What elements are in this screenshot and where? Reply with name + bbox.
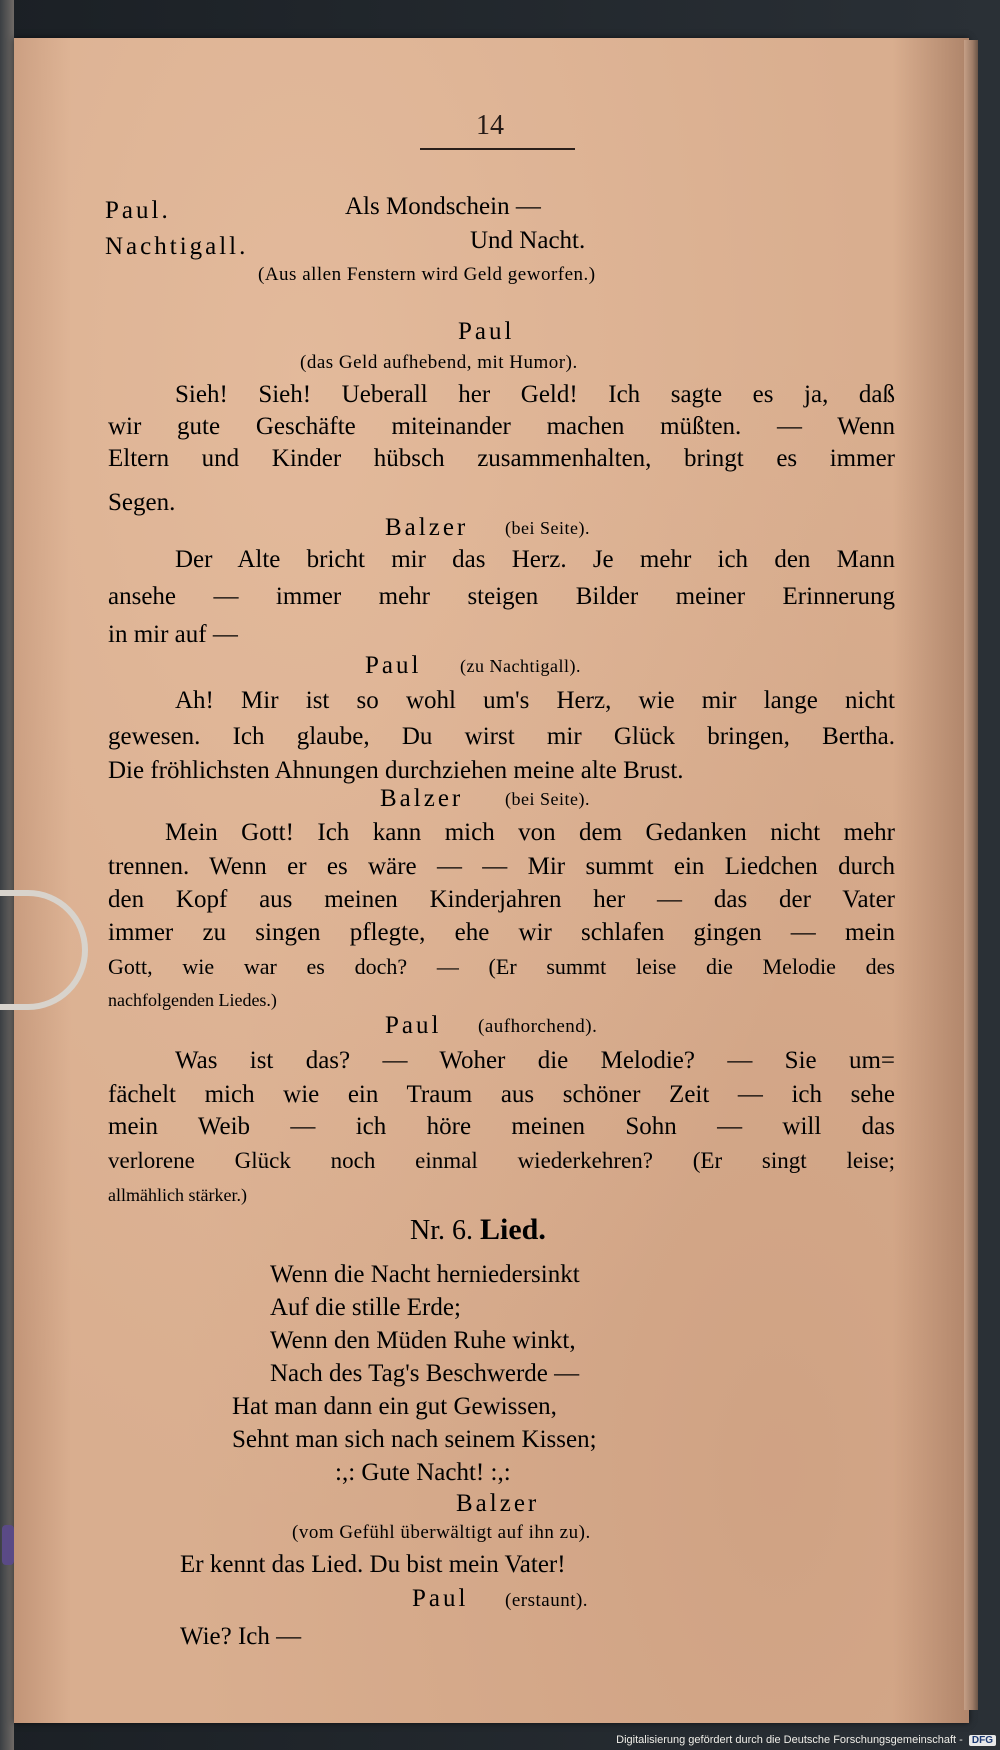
dialogue-line: Die fröhlichsten Ahnungen durchziehen meine alte Brust. — [108, 757, 684, 784]
speaker-nachtigall: Nachtigall. — [105, 233, 249, 260]
stage-direction: allmählich stärker.) — [108, 1185, 247, 1205]
dialogue-line: immer zu singen pflegte, ehe wir schlafen gingen — mein — [108, 919, 895, 946]
stage-direction: (das Geld aufhebend, mit Humor). — [300, 352, 578, 373]
song-line: Nach des Tag's Beschwerde — — [270, 1360, 580, 1387]
dialogue-line: Er kennt das Lied. Du bist mein Vater! — [180, 1551, 566, 1578]
dialogue-line: ansehe — immer mehr steigen Bilder meiner Erinnerung — [108, 583, 895, 610]
dialogue-line: Was ist das? — Woher die Melodie? — Sie um= — [175, 1047, 895, 1074]
dfg-logo: DFG — [969, 1735, 996, 1746]
dialogue-line: Gott, wie war es doch? — (Er summt leise die Melodie des — [108, 954, 895, 979]
song-number: Nr. 6. — [410, 1215, 473, 1246]
credit-text: Digitalisierung gefördert durch die Deutsche Forschungsgemeinschaft - — [616, 1734, 963, 1746]
dialogue-line: Der Alte bricht mir das Herz. Je mehr ich den Mann — [175, 546, 895, 573]
dialogue-line: verlorene Glück noch einmal wiederkehren? (Er singt leise; — [108, 1148, 895, 1173]
speaker-paul: Paul. — [105, 197, 171, 224]
dialogue-line: gewesen. Ich glaube, Du wirst mir Glück bringen, Bertha. — [108, 723, 895, 750]
speaker-heading: Paul — [365, 652, 422, 679]
dialogue-line: in mir auf — — [108, 621, 238, 648]
dialogue-line: mein Weib — ich höre meinen Sohn — will das — [108, 1113, 895, 1140]
dialogue-line: Segen. — [108, 489, 176, 516]
dialogue-line: Als Mondschein — — [345, 193, 541, 220]
dialogue-line: den Kopf aus meinen Kinderjahren her — das der Vater — [108, 886, 895, 913]
song-heading — [410, 1213, 546, 1247]
stage-direction: (bei Seite). — [505, 518, 590, 538]
speaker-heading: Balzer — [456, 1490, 540, 1517]
dialogue-line: wir gute Geschäfte miteinander machen müßten. — Wenn — [108, 413, 895, 440]
dialogue-line: Sieh! Sieh! Ueberall her Geld! Ich sagte es ja, daß — [175, 381, 895, 408]
song-line: Hat man dann ein gut Gewissen, — [232, 1393, 557, 1420]
speaker-heading: Balzer — [380, 785, 464, 812]
page-number-rule — [420, 148, 575, 150]
dialogue-line: trennen. Wenn er es wäre — — Mir summt ein Liedchen durch — [108, 853, 895, 880]
dialogue-line: Eltern und Kinder hübsch zusammenhalten, bringt es immer — [108, 445, 895, 472]
stage-direction: (aufhorchend). — [478, 1016, 598, 1037]
song-refrain: :,: Gute Nacht! :,: — [335, 1459, 511, 1486]
stage-direction: (vom Gefühl überwältigt auf ihn zu). — [292, 1522, 591, 1543]
song-line: Sehnt man sich nach seinem Kissen; — [232, 1426, 597, 1453]
dialogue-line: Ah! Mir ist so wohl um's Herz, wie mir lange nicht — [175, 687, 895, 714]
digitization-credit — [616, 1734, 996, 1746]
song-line: Wenn den Müden Ruhe winkt, — [270, 1327, 576, 1354]
page-edge — [964, 40, 978, 1710]
dialogue-line: Mein Gott! Ich kann mich von dem Gedanken nicht mehr — [165, 819, 895, 846]
speaker-heading: Paul — [412, 1585, 469, 1612]
library-stamp-mark — [2, 1525, 14, 1565]
book-binding — [0, 0, 14, 1750]
dialogue-line: Wie? Ich — — [180, 1623, 302, 1650]
stage-direction: (zu Nachtigall). — [460, 656, 581, 676]
stage-direction: nachfolgenden Liedes.) — [108, 990, 277, 1010]
song-line: Auf die stille Erde; — [270, 1294, 461, 1321]
song-title: Lied. — [480, 1213, 546, 1246]
stage-direction: (erstaunt). — [505, 1590, 589, 1611]
song-line: Wenn die Nacht herniedersinkt — [270, 1261, 580, 1288]
speaker-heading: Balzer — [385, 514, 469, 541]
speaker-heading: Paul — [458, 318, 515, 345]
stage-direction: (Aus allen Fenstern wird Geld geworfen.) — [258, 264, 596, 285]
dialogue-line: Und Nacht. — [470, 227, 586, 254]
page-number: 14 — [476, 110, 504, 141]
dialogue-line: fächelt mich wie ein Traum aus schöner Zeit — ich sehe — [108, 1081, 895, 1108]
speaker-heading: Paul — [385, 1012, 442, 1039]
stage-direction: (bei Seite). — [505, 789, 590, 809]
